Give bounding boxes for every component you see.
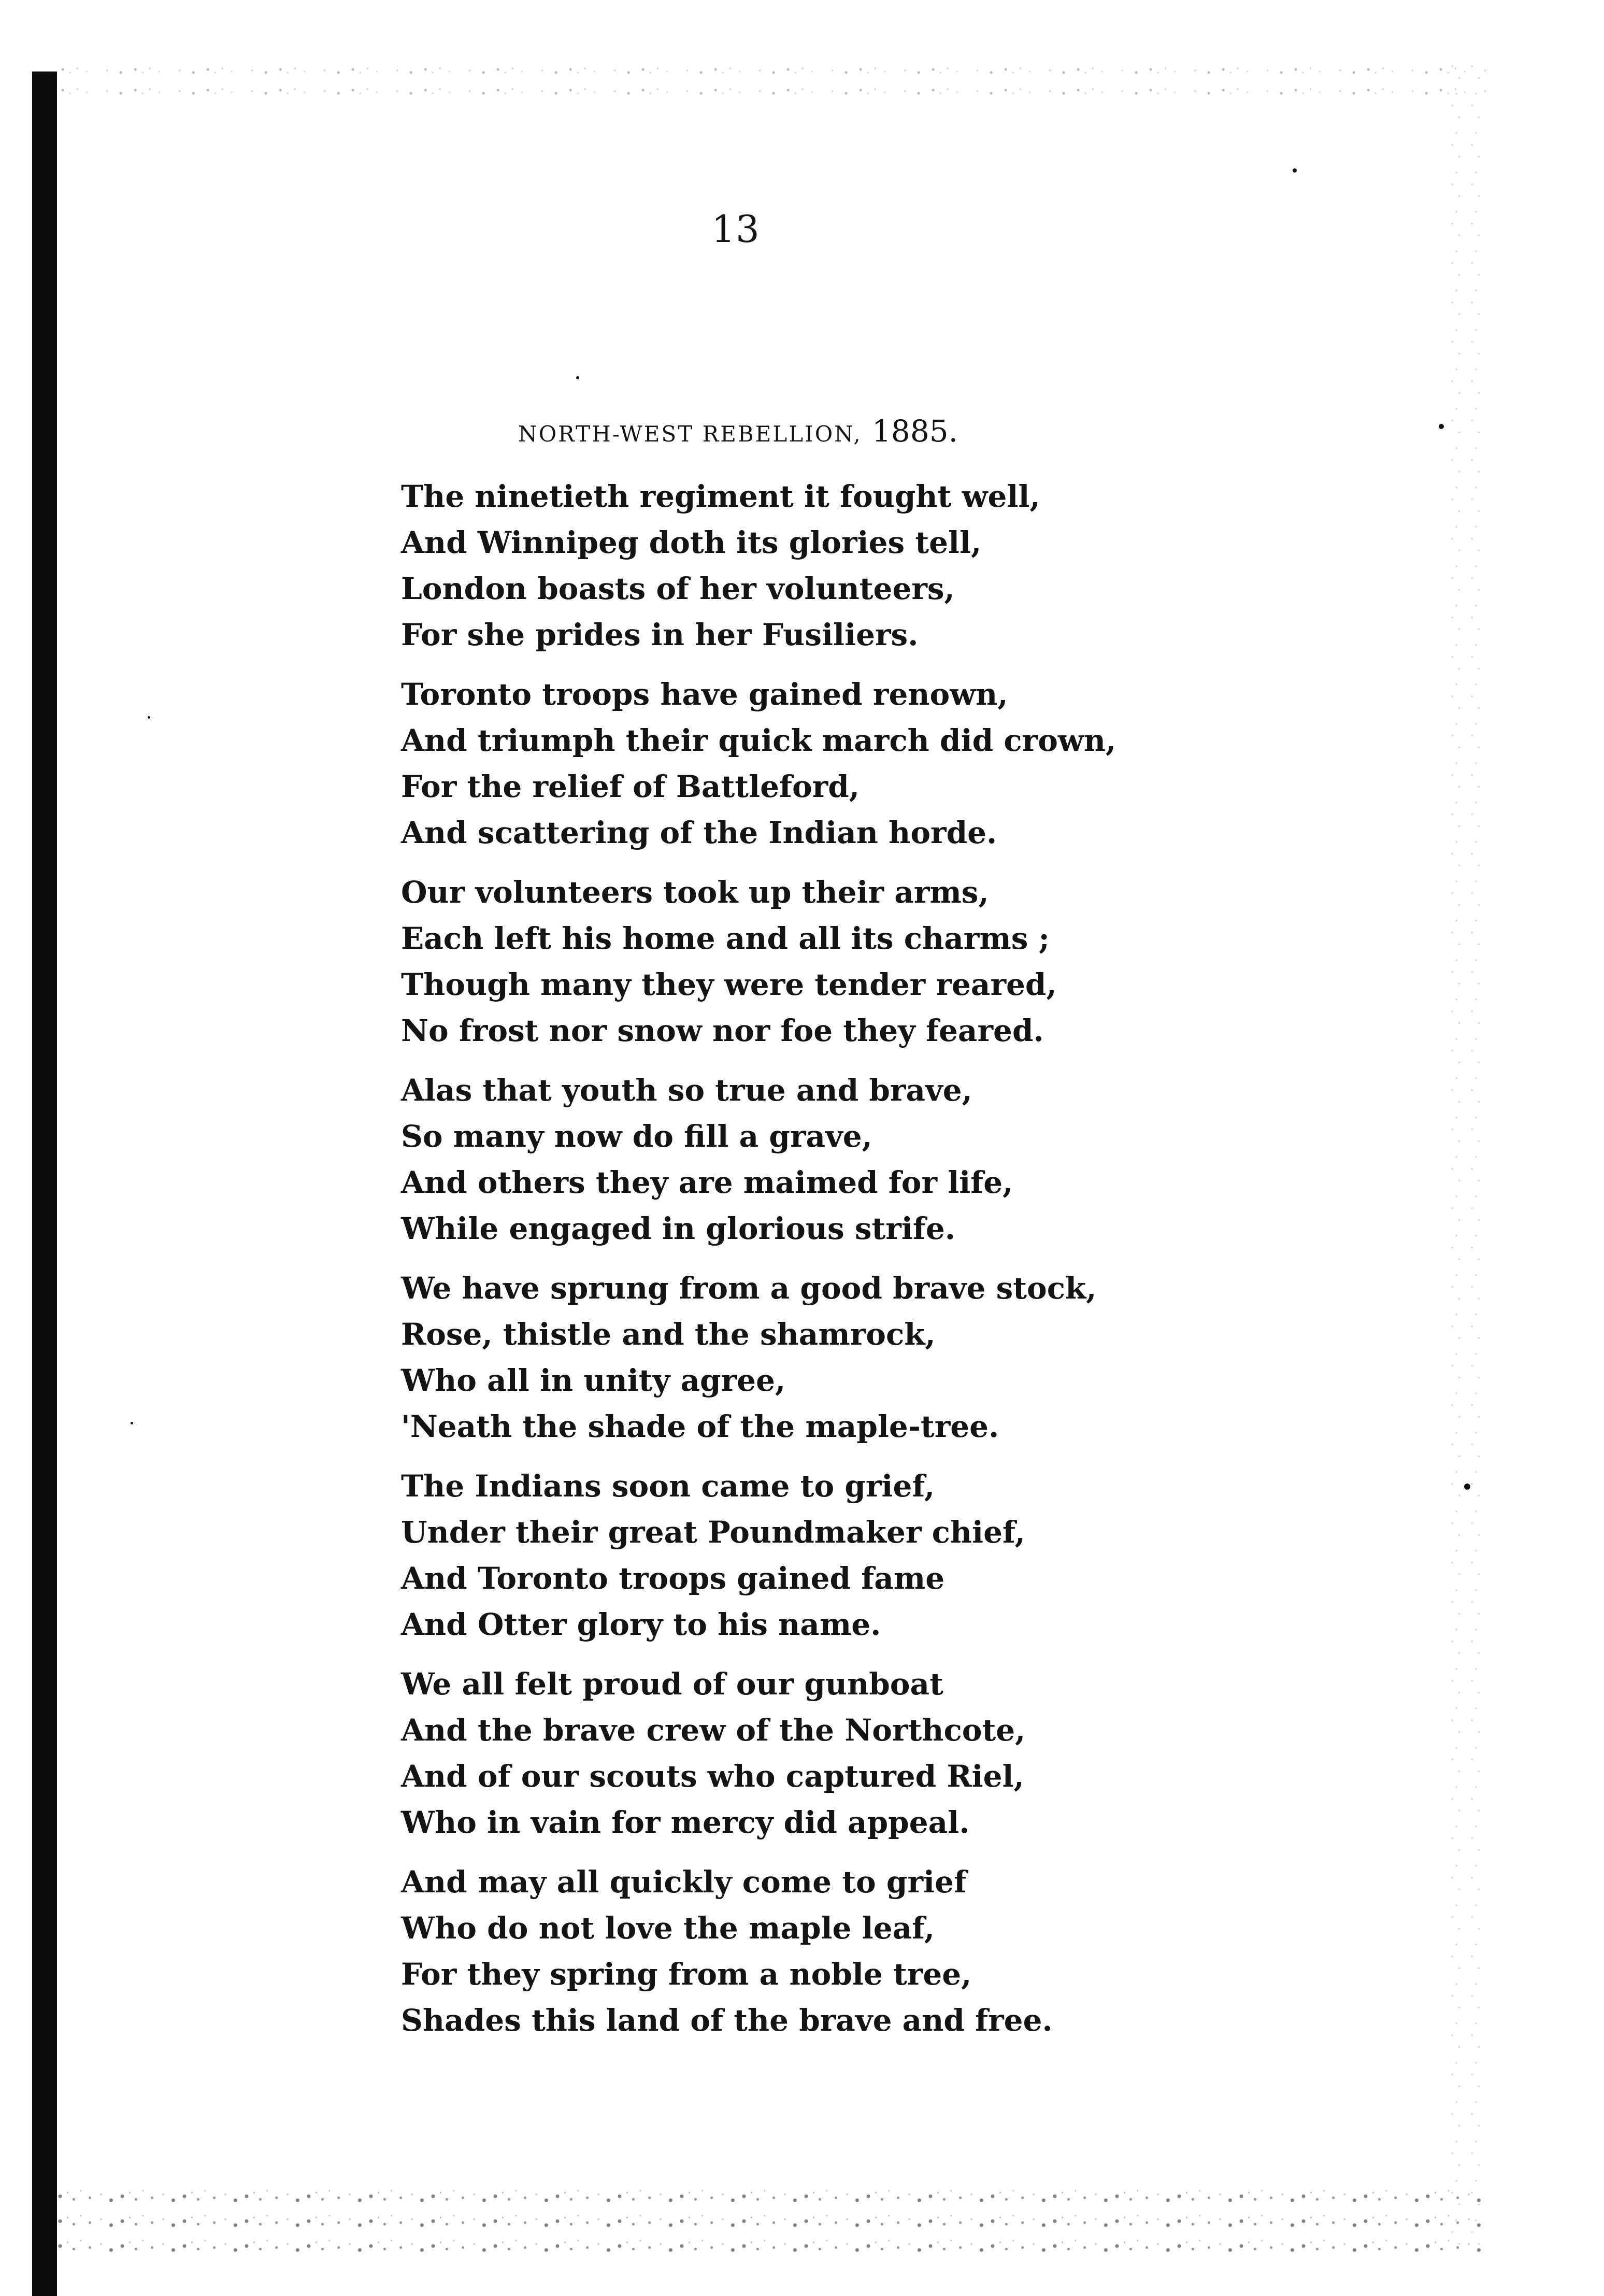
poem-line: We have sprung from a good brave stock,: [401, 1271, 1097, 1306]
poem-line: Who in vain for mercy did appeal.: [401, 1805, 970, 1840]
poem-stanza: [401, 1463, 1085, 1648]
poem-stanza: [401, 474, 1085, 658]
poem-line: Under their great Poundmaker chief,: [401, 1515, 1025, 1550]
poem-line: Each left his home and all its charms ;: [401, 921, 1050, 956]
poem-line: And Otter glory to his name.: [401, 1607, 881, 1642]
poem-line: Though many they were tender reared,: [401, 967, 1057, 1002]
poem-line: And triumph their quick march did crown,: [401, 723, 1116, 758]
poem-stanza: [401, 1067, 1085, 1252]
poem-line: Who do not love the maple leaf,: [401, 1910, 935, 1946]
poem-line: And may all quickly come to grief: [401, 1864, 967, 1900]
poem-line: The Indians soon came to grief,: [401, 1468, 935, 1504]
poem-line: 'Neath the shade of the maple-tree.: [401, 1409, 999, 1444]
poem-line: Alas that youth so true and brave,: [401, 1073, 972, 1108]
poem-line: And Winnipeg doth its glories tell,: [401, 525, 982, 560]
poem-line: And Toronto troops gained fame: [401, 1561, 945, 1596]
scan-speck: [576, 376, 579, 379]
poem-stanza: [401, 1265, 1097, 1450]
poem-stanza: [401, 869, 1085, 1054]
scan-speck: [148, 716, 150, 719]
poem-line: And the brave crew of the Northcote,: [401, 1713, 1026, 1748]
scan-speck: [1464, 1484, 1470, 1490]
poem-line: The ninetieth regiment it fought well,: [401, 479, 1040, 514]
right-scan-noise: [1445, 62, 1487, 2254]
poem-line: London boasts of her volunteers,: [401, 571, 955, 606]
poem-line: For she prides in her Fusiliers.: [401, 617, 919, 652]
poem-line: Who all in unity agree,: [401, 1363, 786, 1398]
poem-line: For they spring from a noble tree,: [401, 1957, 972, 1992]
bottom-scan-noise: [57, 2179, 1487, 2254]
poem-body: [401, 474, 1116, 2057]
poem-line: Our volunteers took up their arms,: [401, 875, 989, 910]
poem-line: Toronto troops have gained renown,: [401, 677, 1008, 712]
poem-line: And of our scouts who captured Riel,: [401, 1759, 1024, 1794]
poem-line: For the relief of Battleford,: [401, 769, 860, 804]
poem-line: And others they are maimed for life,: [401, 1165, 1013, 1200]
top-scan-noise: [57, 61, 1487, 108]
poem-stanza: [401, 672, 1116, 856]
scan-binding-edge: [32, 72, 57, 2296]
page-number: 13: [711, 207, 760, 251]
poem-title: [518, 413, 1036, 449]
scan-speck: [1439, 424, 1444, 429]
poem-stanza: [401, 1661, 1085, 1846]
poem-stanza: [401, 1859, 1085, 2044]
poem-line: We all felt proud of our gunboat: [401, 1666, 943, 1702]
poem-title-year: 1885.: [872, 413, 958, 449]
scan-speck: [1293, 168, 1297, 173]
scan-speck: [131, 1422, 133, 1424]
poem-line: Rose, thistle and the shamrock,: [401, 1317, 936, 1352]
poem-line: And scattering of the Indian horde.: [401, 815, 997, 850]
poem-title-text: NORTH-WEST REBELLION,: [518, 421, 862, 447]
poem-line: Shades this land of the brave and free.: [401, 2003, 1053, 2038]
poem-line: So many now do fill a grave,: [401, 1119, 872, 1154]
poem-line: No frost nor snow nor foe they feared.: [401, 1013, 1044, 1048]
poem-line: While engaged in glorious strife.: [401, 1211, 955, 1246]
